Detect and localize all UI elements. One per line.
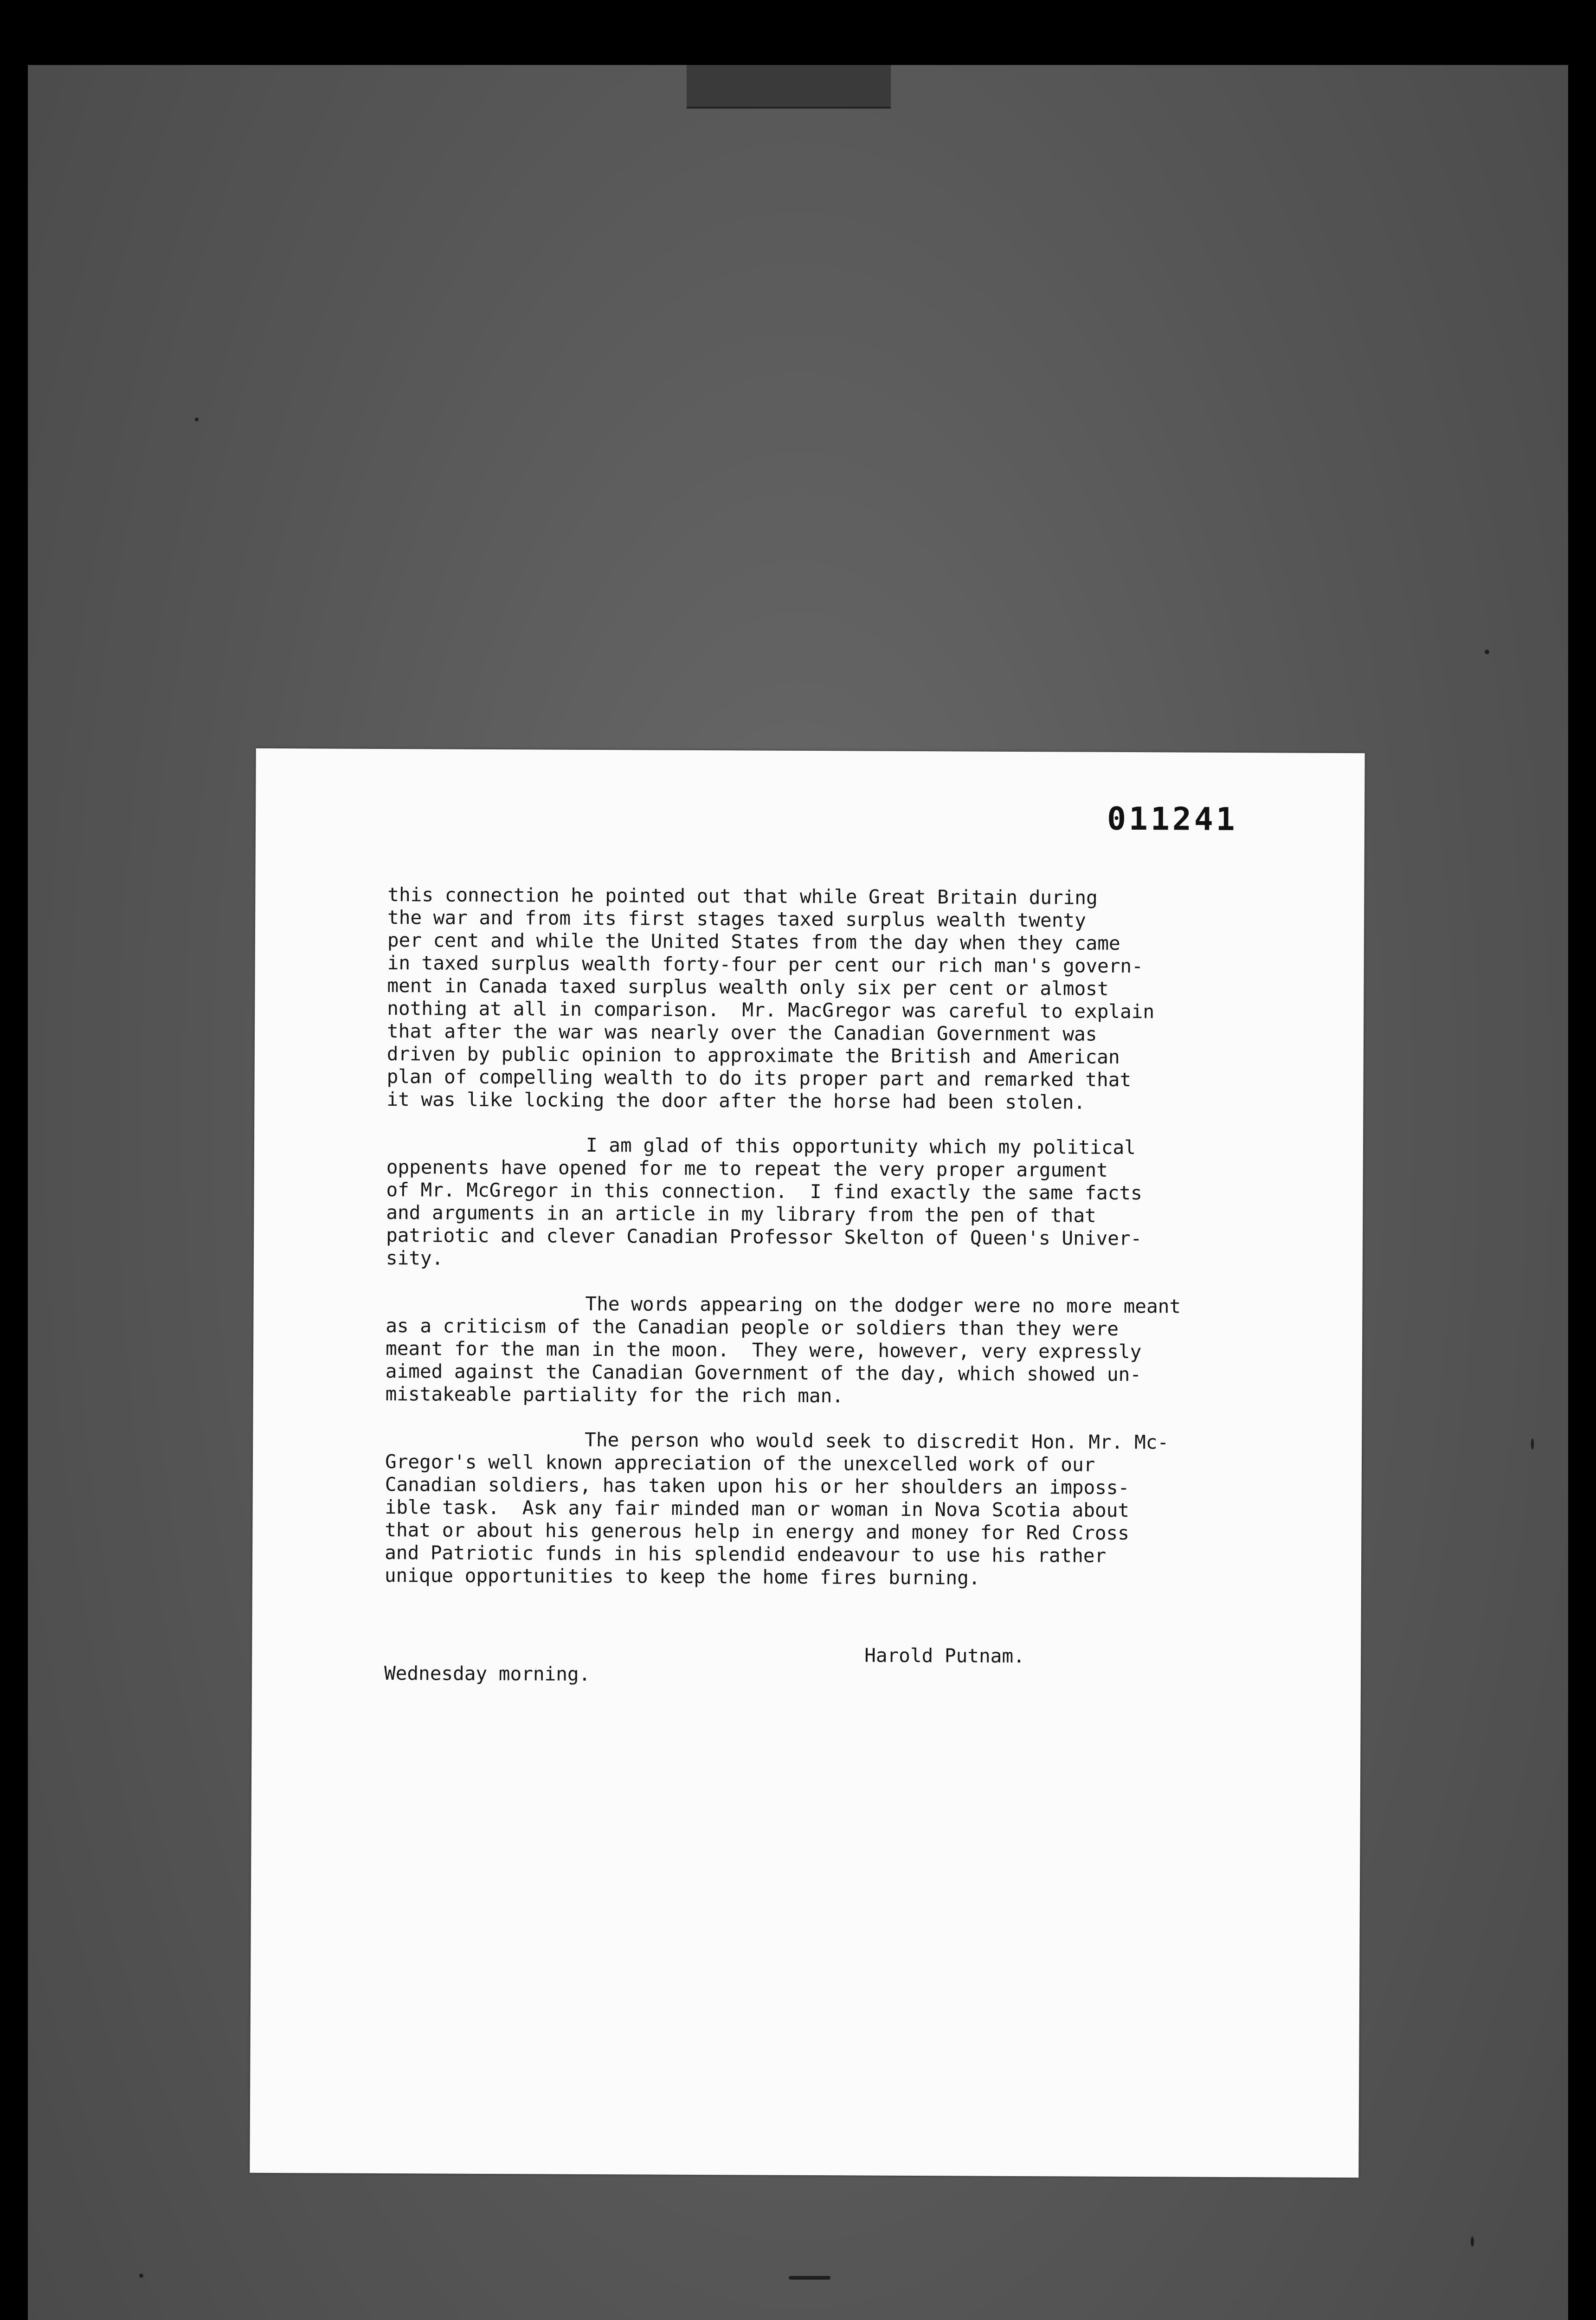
text-line: plan of compelling wealth to do its proper part and remarked that xyxy=(386,1065,1132,1091)
text-line: it was like locking the door after the horse had been stolen. xyxy=(386,1088,1086,1114)
letter-body xyxy=(385,883,1353,1613)
text-line: and Patriotic funds in his splendid endeavour to use his rather xyxy=(385,1541,1107,1567)
text-line: that after the war was nearly over the Canadian Government was xyxy=(386,1020,1097,1045)
text-line: aimed against the Canadian Government of the day, which showed un- xyxy=(385,1360,1142,1386)
film-speck xyxy=(1471,2236,1474,2247)
film-speck xyxy=(139,2274,143,2278)
text-line: oppenents have opened for me to repeat the very proper argument xyxy=(386,1156,1108,1181)
letter-page xyxy=(250,748,1364,2178)
text-line: that or about his generous help in energy and money for Red Cross xyxy=(385,1519,1129,1545)
text-line: mistakeable partiality for the rich man. xyxy=(385,1383,844,1407)
film-speck xyxy=(195,418,199,421)
text-line: per cent and while the United States from the day when they came xyxy=(387,929,1120,954)
text-line: this connection he pointed out that while Great Britain during xyxy=(387,883,1098,909)
text-line: meant for the man in the moon. They were, however, very expressly xyxy=(385,1337,1142,1363)
text-line: patriotic and clever Canadian Professor Skelton of Queen's Univer- xyxy=(386,1224,1142,1250)
paragraph-2 xyxy=(386,1133,1351,1274)
text-line: ible task. Ask any fair minded man or woman in Nova Scotia about xyxy=(385,1496,1130,1522)
signature: Harold Putnam. xyxy=(864,1644,1025,1668)
text-line: ment in Canada taxed surplus wealth only six per cent or almost xyxy=(387,974,1109,1000)
text-line: as a criticism of the Canadian people or soldiers than they were xyxy=(386,1315,1119,1340)
paragraph-3 xyxy=(386,1292,1351,1410)
text-line: of Mr. McGregor in this connection. I find exactly the same facts xyxy=(386,1179,1142,1205)
text-line: the war and from its first stages taxed surplus wealth twenty xyxy=(387,906,1086,932)
text-line: nothing at all in comparison. Mr. MacGregor was careful to explain xyxy=(387,997,1155,1023)
text-line: I am glad of this opportunity which my political xyxy=(586,1134,1136,1159)
document-number: 011241 xyxy=(1107,800,1238,838)
dateline: Wednesday morning. xyxy=(384,1662,591,1685)
text-line: unique opportunities to keep the home fires burning. xyxy=(384,1564,980,1589)
text-line: sity. xyxy=(386,1247,444,1270)
film-speck xyxy=(1531,1438,1534,1450)
text-line: driven by public opinion to approximate the British and American xyxy=(386,1043,1120,1068)
paragraph-4 xyxy=(385,1428,1350,1591)
film-speck xyxy=(789,2276,830,2280)
paragraph-1 xyxy=(386,883,1352,1115)
text-line: The person who would seek to discredit Hon. Mr. Mc- xyxy=(585,1428,1169,1454)
text-line: Canadian soldiers, has taken upon his or her shoulders an imposs- xyxy=(385,1473,1130,1499)
text-line: The words appearing on the dodger were no more meant xyxy=(585,1292,1181,1318)
board-clip xyxy=(687,65,891,109)
text-line: Gregor's well known appreciation of the unexcelled work of our xyxy=(385,1450,1095,1476)
film-speck xyxy=(1485,650,1489,654)
text-line: in taxed surplus wealth forty-four per cent our rich man's govern- xyxy=(387,952,1143,978)
text-line: and arguments in an article in my library from the pen of that xyxy=(386,1201,1096,1227)
